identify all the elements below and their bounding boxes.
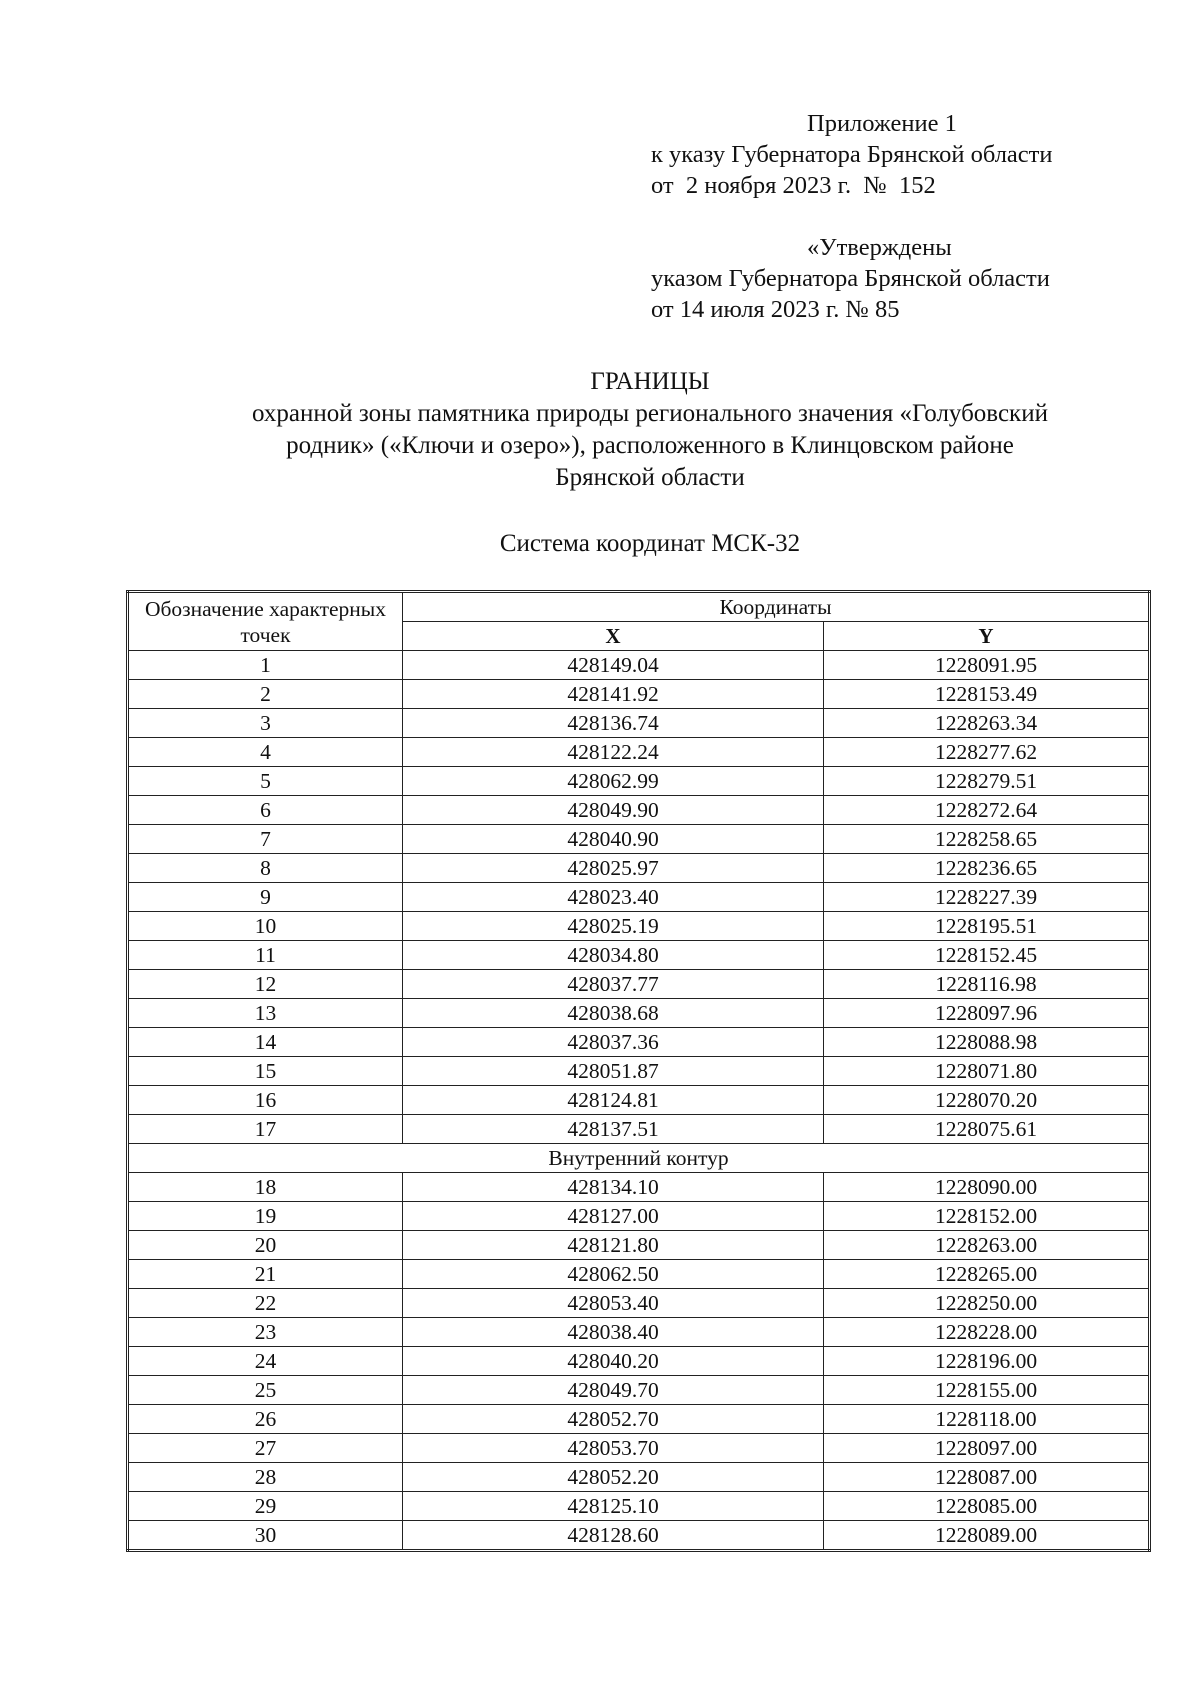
point-number-cell: 1 <box>128 651 403 680</box>
y-coordinate-cell: 1228152.45 <box>824 941 1150 970</box>
point-number-cell: 14 <box>128 1028 403 1057</box>
x-coordinate-cell: 428038.68 <box>403 999 824 1028</box>
column-header-coordinates: Координаты <box>403 592 1150 622</box>
column-header-designation: Обозначение характерных точек <box>128 592 403 651</box>
y-coordinate-cell: 1228263.34 <box>824 709 1150 738</box>
x-coordinate-cell: 428121.80 <box>403 1231 824 1260</box>
point-number-cell: 4 <box>128 738 403 767</box>
table-row <box>128 796 1150 825</box>
column-header-x: X <box>403 622 824 651</box>
x-coordinate-cell: 428051.87 <box>403 1057 824 1086</box>
y-coordinate-cell: 1228075.61 <box>824 1115 1150 1144</box>
coordinate-system-label: Система координат МСК-32 <box>499 530 801 557</box>
table-row <box>128 999 1150 1028</box>
y-coordinate-cell: 1228089.00 <box>824 1521 1150 1551</box>
point-number-cell: 11 <box>128 941 403 970</box>
y-coordinate-cell: 1228277.62 <box>824 738 1150 767</box>
y-coordinate-cell: 1228272.64 <box>824 796 1150 825</box>
table-row <box>128 1376 1150 1405</box>
y-coordinate-cell: 1228090.00 <box>824 1173 1150 1202</box>
point-number-cell: 13 <box>128 999 403 1028</box>
point-number-cell: 3 <box>128 709 403 738</box>
x-coordinate-cell: 428053.40 <box>403 1289 824 1318</box>
inner-contour-label: Внутренний контур <box>128 1144 1150 1173</box>
table-row <box>128 1318 1150 1347</box>
coordinates-table <box>126 590 1151 1552</box>
y-coordinate-cell: 1228118.00 <box>824 1405 1150 1434</box>
y-coordinate-cell: 1228196.00 <box>824 1347 1150 1376</box>
y-coordinate-cell: 1228236.65 <box>824 854 1150 883</box>
approved-date-number: от 14 июля 2023 г. № 85 <box>651 296 900 323</box>
point-number-cell: 24 <box>128 1347 403 1376</box>
column-header-y: Y <box>824 622 1150 651</box>
table-row <box>128 883 1150 912</box>
y-coordinate-cell: 1228279.51 <box>824 767 1150 796</box>
x-coordinate-cell: 428125.10 <box>403 1492 824 1521</box>
point-number-cell: 22 <box>128 1289 403 1318</box>
x-coordinate-cell: 428141.92 <box>403 680 824 709</box>
table-row <box>128 1521 1150 1551</box>
y-coordinate-cell: 1228087.00 <box>824 1463 1150 1492</box>
title-line-1: охранной зоны памятника природы регионального значения «Голубовский <box>252 400 1048 427</box>
table-row <box>128 709 1150 738</box>
point-number-cell: 5 <box>128 767 403 796</box>
outer-contour-rows <box>128 651 1150 1144</box>
table-row <box>128 1260 1150 1289</box>
point-number-cell: 20 <box>128 1231 403 1260</box>
point-number-cell: 28 <box>128 1463 403 1492</box>
table-row <box>128 1231 1150 1260</box>
to-decree-label: к указу Губернатора Брянской области <box>651 141 1053 168</box>
point-number-cell: 8 <box>128 854 403 883</box>
inner-contour-rows <box>128 1173 1150 1551</box>
table-row <box>128 912 1150 941</box>
x-coordinate-cell: 428124.81 <box>403 1086 824 1115</box>
x-coordinate-cell: 428053.70 <box>403 1434 824 1463</box>
title-line-3: Брянской области <box>555 464 745 491</box>
table-row <box>128 1202 1150 1231</box>
point-number-cell: 7 <box>128 825 403 854</box>
title-main: ГРАНИЦЫ <box>590 368 710 395</box>
point-number-cell: 25 <box>128 1376 403 1405</box>
table-row <box>128 1028 1150 1057</box>
x-coordinate-cell: 428122.24 <box>403 738 824 767</box>
table-row <box>128 1405 1150 1434</box>
point-number-cell: 16 <box>128 1086 403 1115</box>
y-coordinate-cell: 1228116.98 <box>824 970 1150 999</box>
table-row <box>128 1492 1150 1521</box>
point-number-cell: 26 <box>128 1405 403 1434</box>
y-coordinate-cell: 1228097.96 <box>824 999 1150 1028</box>
y-coordinate-cell: 1228263.00 <box>824 1231 1150 1260</box>
x-coordinate-cell: 428040.90 <box>403 825 824 854</box>
y-coordinate-cell: 1228250.00 <box>824 1289 1150 1318</box>
point-number-cell: 15 <box>128 1057 403 1086</box>
y-coordinate-cell: 1228258.65 <box>824 825 1150 854</box>
point-number-cell: 21 <box>128 1260 403 1289</box>
point-number-cell: 6 <box>128 796 403 825</box>
x-coordinate-cell: 428134.10 <box>403 1173 824 1202</box>
point-number-cell: 12 <box>128 970 403 999</box>
approved-by-label: указом Губернатора Брянской области <box>651 265 1050 292</box>
y-coordinate-cell: 1228227.39 <box>824 883 1150 912</box>
table-row <box>128 680 1150 709</box>
table-row <box>128 1173 1150 1202</box>
point-number-cell: 29 <box>128 1492 403 1521</box>
x-coordinate-cell: 428037.77 <box>403 970 824 999</box>
table-row <box>128 738 1150 767</box>
y-coordinate-cell: 1228071.80 <box>824 1057 1150 1086</box>
x-coordinate-cell: 428038.40 <box>403 1318 824 1347</box>
header-block <box>651 108 1053 325</box>
point-number-cell: 2 <box>128 680 403 709</box>
x-coordinate-cell: 428136.74 <box>403 709 824 738</box>
y-coordinate-cell: 1228153.49 <box>824 680 1150 709</box>
table-row <box>128 970 1150 999</box>
point-number-cell: 10 <box>128 912 403 941</box>
x-coordinate-cell: 428034.80 <box>403 941 824 970</box>
x-coordinate-cell: 428025.19 <box>403 912 824 941</box>
x-coordinate-cell: 428127.00 <box>403 1202 824 1231</box>
table-row <box>128 1115 1150 1144</box>
x-coordinate-cell: 428052.70 <box>403 1405 824 1434</box>
approved-label: «Утверждены <box>807 234 952 261</box>
document-title <box>0 366 1200 494</box>
y-coordinate-cell: 1228195.51 <box>824 912 1150 941</box>
table-row <box>128 1057 1150 1086</box>
x-coordinate-cell: 428137.51 <box>403 1115 824 1144</box>
y-coordinate-cell: 1228091.95 <box>824 651 1150 680</box>
table-row <box>128 854 1150 883</box>
x-coordinate-cell: 428049.90 <box>403 796 824 825</box>
y-coordinate-cell: 1228070.20 <box>824 1086 1150 1115</box>
point-number-cell: 9 <box>128 883 403 912</box>
table-row <box>128 651 1150 680</box>
point-number-cell: 27 <box>128 1434 403 1463</box>
x-coordinate-cell: 428025.97 <box>403 854 824 883</box>
y-coordinate-cell: 1228097.00 <box>824 1434 1150 1463</box>
table-row <box>128 1289 1150 1318</box>
table-row <box>128 825 1150 854</box>
x-coordinate-cell: 428062.99 <box>403 767 824 796</box>
y-coordinate-cell: 1228265.00 <box>824 1260 1150 1289</box>
x-coordinate-cell: 428128.60 <box>403 1521 824 1551</box>
table-row <box>128 941 1150 970</box>
table-row <box>128 1434 1150 1463</box>
y-coordinate-cell: 1228155.00 <box>824 1376 1150 1405</box>
x-coordinate-cell: 428149.04 <box>403 651 824 680</box>
table-row <box>128 1347 1150 1376</box>
point-number-cell: 17 <box>128 1115 403 1144</box>
y-coordinate-cell: 1228085.00 <box>824 1492 1150 1521</box>
inner-contour-row <box>128 1144 1150 1173</box>
x-coordinate-cell: 428052.20 <box>403 1463 824 1492</box>
x-coordinate-cell: 428023.40 <box>403 883 824 912</box>
table-row <box>128 1086 1150 1115</box>
x-coordinate-cell: 428037.36 <box>403 1028 824 1057</box>
x-coordinate-cell: 428040.20 <box>403 1347 824 1376</box>
table-row <box>128 1463 1150 1492</box>
decree-date-number: от 2 ноября 2023 г. № 152 <box>651 172 936 199</box>
point-number-cell: 30 <box>128 1521 403 1551</box>
x-coordinate-cell: 428062.50 <box>403 1260 824 1289</box>
y-coordinate-cell: 1228152.00 <box>824 1202 1150 1231</box>
table-row <box>128 767 1150 796</box>
point-number-cell: 23 <box>128 1318 403 1347</box>
x-coordinate-cell: 428049.70 <box>403 1376 824 1405</box>
y-coordinate-cell: 1228228.00 <box>824 1318 1150 1347</box>
y-coordinate-cell: 1228088.98 <box>824 1028 1150 1057</box>
point-number-cell: 18 <box>128 1173 403 1202</box>
point-number-cell: 19 <box>128 1202 403 1231</box>
title-line-2: родник» («Ключи и озеро»), расположенного в Клинцовском районе <box>286 432 1014 459</box>
appendix-label: Приложение 1 <box>807 110 957 137</box>
